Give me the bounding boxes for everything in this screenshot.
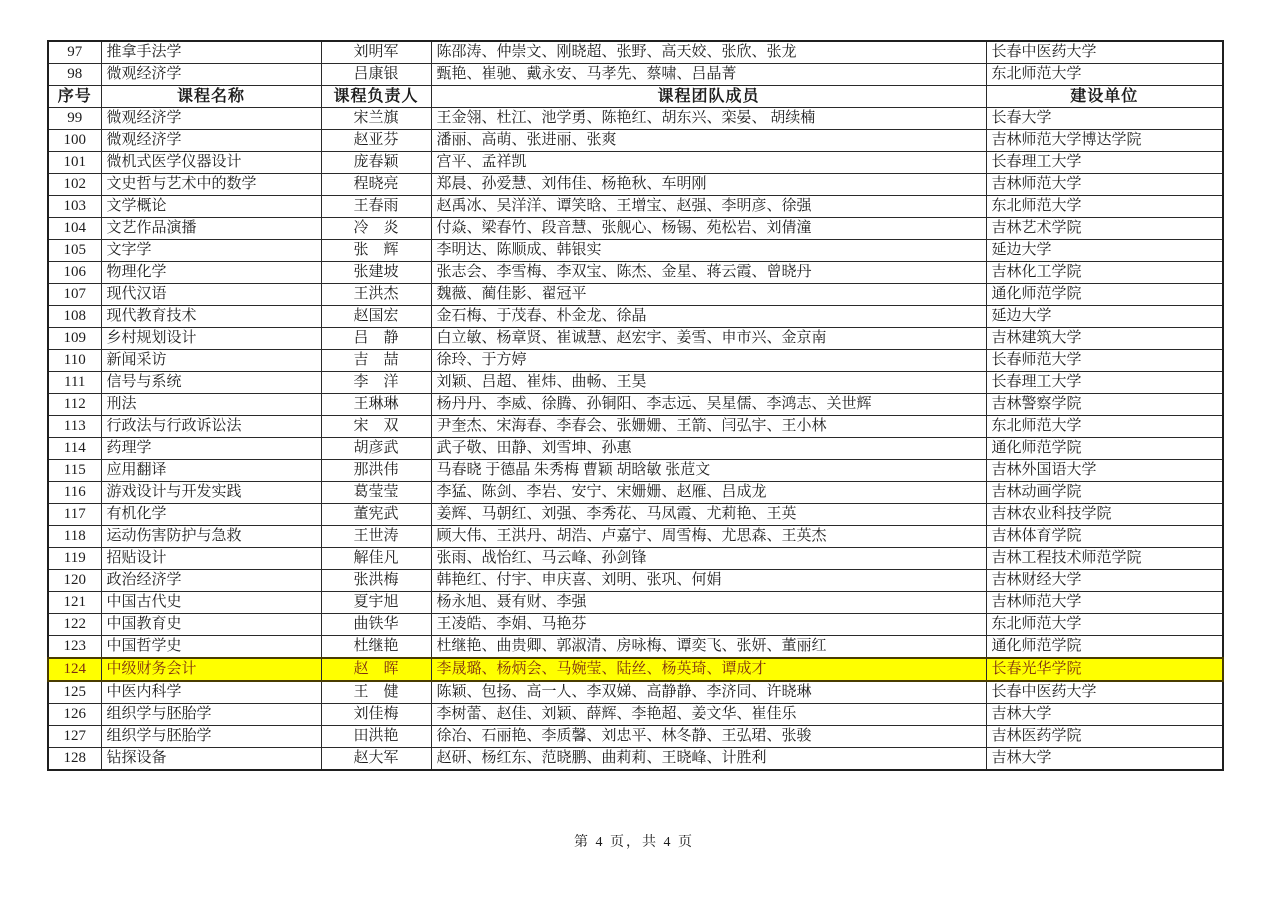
course-name-cell: 刑法 <box>101 394 321 416</box>
column-header-cell: 课程负责人 <box>321 86 431 108</box>
course-name-cell: 运动伤害防护与急救 <box>101 526 321 548</box>
row-no-cell: 121 <box>48 592 101 614</box>
members-cell: 武子敬、田静、刘雪坤、孙惠 <box>431 438 986 460</box>
unit-cell: 东北师范大学 <box>986 614 1223 636</box>
course-name-cell: 药理学 <box>101 438 321 460</box>
leader-cell: 冷 炎 <box>321 218 431 240</box>
members-cell: 尹奎杰、宋海春、李春会、张姗姗、王箭、闫弘宇、王小林 <box>431 416 986 438</box>
row-no-cell: 117 <box>48 504 101 526</box>
unit-cell: 延边大学 <box>986 240 1223 262</box>
table-row <box>48 41 1223 64</box>
course-name-cell: 物理化学 <box>101 262 321 284</box>
members-cell: 李猛、陈剑、李岩、安宁、宋姗姗、赵雁、吕成龙 <box>431 482 986 504</box>
leader-cell: 刘佳梅 <box>321 704 431 726</box>
table-row <box>48 636 1223 659</box>
row-no-cell: 119 <box>48 548 101 570</box>
leader-cell: 赵国宏 <box>321 306 431 328</box>
unit-cell: 东北师范大学 <box>986 196 1223 218</box>
course-name-cell: 中级财务会计 <box>101 658 321 681</box>
members-cell: 王凌皓、李娟、马艳芬 <box>431 614 986 636</box>
page-indicator: 第 4 页，共 4 页 <box>574 835 694 850</box>
members-cell: 张志会、李雪梅、李双宝、陈杰、金星、蒋云霞、曾晓丹 <box>431 262 986 284</box>
leader-cell: 宋兰旗 <box>321 108 431 130</box>
unit-cell: 东北师范大学 <box>986 416 1223 438</box>
members-cell: 赵禹冰、吴洋洋、谭笑晗、王增宝、赵强、李明彦、徐强 <box>431 196 986 218</box>
members-cell: 顾大伟、王洪丹、胡浩、卢嘉宁、周雪梅、尤思森、王英杰 <box>431 526 986 548</box>
row-no-cell: 123 <box>48 636 101 659</box>
row-no-cell: 125 <box>48 681 101 704</box>
members-cell: 金石梅、于茂春、朴金龙、徐晶 <box>431 306 986 328</box>
table-row <box>48 416 1223 438</box>
members-cell: 徐玲、于方婷 <box>431 350 986 372</box>
course-name-cell: 微观经济学 <box>101 130 321 152</box>
row-no-cell: 113 <box>48 416 101 438</box>
leader-cell: 赵 晖 <box>321 658 431 681</box>
table-row <box>48 726 1223 748</box>
members-cell: 陈邵涛、仲崇文、刚晓超、张野、高天姣、张欣、张龙 <box>431 41 986 64</box>
unit-cell: 吉林师范大学 <box>986 174 1223 196</box>
unit-cell: 吉林医药学院 <box>986 726 1223 748</box>
leader-cell: 王 健 <box>321 681 431 704</box>
unit-cell: 长春中医药大学 <box>986 681 1223 704</box>
members-cell: 韩艳红、付宇、申庆喜、刘明、张巩、何娟 <box>431 570 986 592</box>
members-cell: 李树蕾、赵佳、刘颖、薛辉、李艳超、姜文华、崔佳乐 <box>431 704 986 726</box>
column-header-cell: 课程团队成员 <box>431 86 986 108</box>
members-cell: 宫平、孟祥凯 <box>431 152 986 174</box>
course-name-cell: 推拿手法学 <box>101 41 321 64</box>
row-no-cell: 109 <box>48 328 101 350</box>
leader-cell: 杜继艳 <box>321 636 431 659</box>
leader-cell: 夏宇旭 <box>321 592 431 614</box>
row-no-cell: 122 <box>48 614 101 636</box>
unit-cell: 长春理工大学 <box>986 372 1223 394</box>
leader-cell: 王洪杰 <box>321 284 431 306</box>
row-no-cell: 97 <box>48 41 101 64</box>
row-no-cell: 108 <box>48 306 101 328</box>
unit-cell: 长春师范大学 <box>986 350 1223 372</box>
leader-cell: 葛莹莹 <box>321 482 431 504</box>
row-no-cell: 99 <box>48 108 101 130</box>
unit-cell: 吉林大学 <box>986 704 1223 726</box>
members-cell: 李明达、陈顺成、韩银实 <box>431 240 986 262</box>
course-name-cell: 文字学 <box>101 240 321 262</box>
course-name-cell: 组织学与胚胎学 <box>101 704 321 726</box>
course-name-cell: 现代汉语 <box>101 284 321 306</box>
table-row <box>48 570 1223 592</box>
members-cell: 潘丽、高萌、张进丽、张爽 <box>431 130 986 152</box>
table-row <box>48 438 1223 460</box>
members-cell: 杨丹丹、李威、徐腾、孙铜阳、李志远、吴星儒、李鸿志、关世辉 <box>431 394 986 416</box>
table-row-highlighted <box>48 658 1223 681</box>
row-no-cell: 111 <box>48 372 101 394</box>
leader-cell: 吕 静 <box>321 328 431 350</box>
row-no-cell: 115 <box>48 460 101 482</box>
unit-cell: 吉林师范大学 <box>986 592 1223 614</box>
row-no-cell: 124 <box>48 658 101 681</box>
course-name-cell: 乡村规划设计 <box>101 328 321 350</box>
column-header-cell: 建设单位 <box>986 86 1223 108</box>
row-no-cell: 106 <box>48 262 101 284</box>
column-header-cell: 序号 <box>48 86 101 108</box>
unit-cell: 吉林化工学院 <box>986 262 1223 284</box>
leader-cell: 解佳凡 <box>321 548 431 570</box>
table-row <box>48 592 1223 614</box>
row-no-cell: 126 <box>48 704 101 726</box>
leader-cell: 宋 双 <box>321 416 431 438</box>
course-name-cell: 有机化学 <box>101 504 321 526</box>
course-name-cell: 行政法与行政诉讼法 <box>101 416 321 438</box>
course-name-cell: 应用翻译 <box>101 460 321 482</box>
unit-cell: 吉林财经大学 <box>986 570 1223 592</box>
row-no-cell: 104 <box>48 218 101 240</box>
table-row <box>48 704 1223 726</box>
table-row <box>48 548 1223 570</box>
unit-cell: 吉林建筑大学 <box>986 328 1223 350</box>
course-name-cell: 微观经济学 <box>101 108 321 130</box>
table-row <box>48 64 1223 86</box>
course-name-cell: 游戏设计与开发实践 <box>101 482 321 504</box>
row-no-cell: 120 <box>48 570 101 592</box>
leader-cell: 董宪武 <box>321 504 431 526</box>
course-name-cell: 现代教育技术 <box>101 306 321 328</box>
column-header-cell: 课程名称 <box>101 86 321 108</box>
members-cell: 李晟璐、杨炳会、马婉莹、陆丝、杨英琦、谭成才 <box>431 658 986 681</box>
table-row <box>48 350 1223 372</box>
leader-cell: 王世涛 <box>321 526 431 548</box>
course-name-cell: 文艺作品演播 <box>101 218 321 240</box>
leader-cell: 赵亚芬 <box>321 130 431 152</box>
unit-cell: 吉林艺术学院 <box>986 218 1223 240</box>
unit-cell: 通化师范学院 <box>986 284 1223 306</box>
row-no-cell: 107 <box>48 284 101 306</box>
members-cell: 郑晨、孙爱慧、刘伟佳、杨艳秋、车明刚 <box>431 174 986 196</box>
unit-cell: 通化师范学院 <box>986 636 1223 659</box>
members-cell: 王金翎、杜江、池学勇、陈艳红、胡东兴、栾晏、 胡续楠 <box>431 108 986 130</box>
table-row <box>48 218 1223 240</box>
row-no-cell: 128 <box>48 748 101 771</box>
members-cell: 甄艳、崔驰、戴永安、马孝先、蔡啸、吕晶菁 <box>431 64 986 86</box>
leader-cell: 田洪艳 <box>321 726 431 748</box>
leader-cell: 张洪梅 <box>321 570 431 592</box>
course-table-body <box>48 41 1223 770</box>
table-row <box>48 482 1223 504</box>
course-name-cell: 微观经济学 <box>101 64 321 86</box>
unit-cell: 吉林体育学院 <box>986 526 1223 548</box>
leader-cell: 张建坡 <box>321 262 431 284</box>
leader-cell: 刘明军 <box>321 41 431 64</box>
course-name-cell: 中医内科学 <box>101 681 321 704</box>
row-no-cell: 103 <box>48 196 101 218</box>
course-name-cell: 微机式医学仪器设计 <box>101 152 321 174</box>
table-row <box>48 196 1223 218</box>
leader-cell: 那洪伟 <box>321 460 431 482</box>
course-name-cell: 组织学与胚胎学 <box>101 726 321 748</box>
course-name-cell: 招贴设计 <box>101 548 321 570</box>
course-name-cell: 钻探设备 <box>101 748 321 771</box>
course-name-cell: 信号与系统 <box>101 372 321 394</box>
table-row <box>48 262 1223 284</box>
unit-cell: 延边大学 <box>986 306 1223 328</box>
table-row <box>48 328 1223 350</box>
row-no-cell: 118 <box>48 526 101 548</box>
row-no-cell: 102 <box>48 174 101 196</box>
members-cell: 赵研、杨红东、范晓鹏、曲莉莉、王晓峰、计胜利 <box>431 748 986 771</box>
unit-cell: 长春中医药大学 <box>986 41 1223 64</box>
table-row <box>48 130 1223 152</box>
course-table <box>47 40 1224 771</box>
course-name-cell: 文学概论 <box>101 196 321 218</box>
row-no-cell: 127 <box>48 726 101 748</box>
leader-cell: 吕康银 <box>321 64 431 86</box>
members-cell: 白立敏、杨章贤、崔诚慧、赵宏宇、姜雪、申市兴、金京南 <box>431 328 986 350</box>
members-cell: 张雨、战怡红、马云峰、孙剑锋 <box>431 548 986 570</box>
members-cell: 陈颖、包扬、高一人、李双娣、高静静、李济同、许晓琳 <box>431 681 986 704</box>
row-no-cell: 112 <box>48 394 101 416</box>
table-row <box>48 174 1223 196</box>
course-name-cell: 新闻采访 <box>101 350 321 372</box>
row-no-cell: 101 <box>48 152 101 174</box>
leader-cell: 庞春颖 <box>321 152 431 174</box>
unit-cell: 长春大学 <box>986 108 1223 130</box>
members-cell: 徐冶、石丽艳、李质馨、刘忠平、林冬静、王弘珺、张骏 <box>431 726 986 748</box>
table-row <box>48 394 1223 416</box>
unit-cell: 长春理工大学 <box>986 152 1223 174</box>
members-cell: 姜辉、马朝红、刘强、李秀花、马凤霞、尤莉艳、王英 <box>431 504 986 526</box>
table-row <box>48 748 1223 771</box>
table-row <box>48 284 1223 306</box>
unit-cell: 吉林动画学院 <box>986 482 1223 504</box>
course-name-cell: 中国教育史 <box>101 614 321 636</box>
course-name-cell: 政治经济学 <box>101 570 321 592</box>
table-row <box>48 614 1223 636</box>
leader-cell: 胡彦武 <box>321 438 431 460</box>
column-header-row <box>48 86 1223 108</box>
unit-cell: 吉林工程技术师范学院 <box>986 548 1223 570</box>
unit-cell: 吉林师范大学博达学院 <box>986 130 1223 152</box>
members-cell: 付焱、梁春竹、段音慧、张舰心、杨锡、苑松岩、刘倩潼 <box>431 218 986 240</box>
leader-cell: 吉 喆 <box>321 350 431 372</box>
course-name-cell: 文史哲与艺术中的数学 <box>101 174 321 196</box>
table-row <box>48 240 1223 262</box>
members-cell: 魏薇、蔺佳影、翟冠平 <box>431 284 986 306</box>
row-no-cell: 98 <box>48 64 101 86</box>
course-name-cell: 中国哲学史 <box>101 636 321 659</box>
leader-cell: 程晓亮 <box>321 174 431 196</box>
leader-cell: 曲铁华 <box>321 614 431 636</box>
unit-cell: 通化师范学院 <box>986 438 1223 460</box>
row-no-cell: 100 <box>48 130 101 152</box>
course-name-cell: 中国古代史 <box>101 592 321 614</box>
leader-cell: 赵大军 <box>321 748 431 771</box>
table-row <box>48 306 1223 328</box>
leader-cell: 王春雨 <box>321 196 431 218</box>
table-row <box>48 526 1223 548</box>
table-row <box>48 460 1223 482</box>
leader-cell: 王琳琳 <box>321 394 431 416</box>
unit-cell: 东北师范大学 <box>986 64 1223 86</box>
row-no-cell: 114 <box>48 438 101 460</box>
unit-cell: 吉林大学 <box>986 748 1223 771</box>
unit-cell: 吉林警察学院 <box>986 394 1223 416</box>
members-cell: 杨永旭、聂有财、李强 <box>431 592 986 614</box>
leader-cell: 李 洋 <box>321 372 431 394</box>
row-no-cell: 110 <box>48 350 101 372</box>
leader-cell: 张 辉 <box>321 240 431 262</box>
row-no-cell: 105 <box>48 240 101 262</box>
members-cell: 马春晓 于德晶 朱秀梅 曹颖 胡晗敏 张苊文 <box>431 460 986 482</box>
row-no-cell: 116 <box>48 482 101 504</box>
table-row <box>48 681 1223 704</box>
table-row <box>48 504 1223 526</box>
unit-cell: 吉林外国语大学 <box>986 460 1223 482</box>
unit-cell: 长春光华学院 <box>986 658 1223 681</box>
table-row <box>48 372 1223 394</box>
table-row <box>48 152 1223 174</box>
table-row <box>48 108 1223 130</box>
members-cell: 杜继艳、曲贵卿、郭淑清、房咏梅、谭奕飞、张妍、董丽红 <box>431 636 986 659</box>
unit-cell: 吉林农业科技学院 <box>986 504 1223 526</box>
members-cell: 刘颖、吕超、崔炜、曲畅、王昊 <box>431 372 986 394</box>
